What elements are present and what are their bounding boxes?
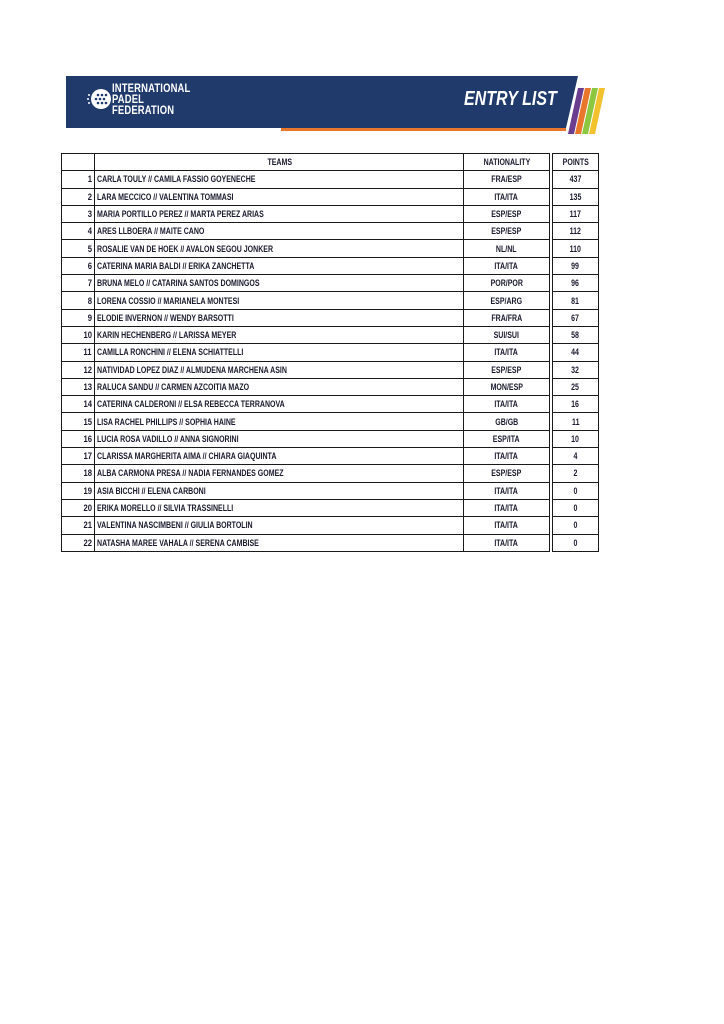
- row-number: 9: [62, 309, 95, 326]
- table-row: [62, 430, 599, 447]
- row-number: 4: [62, 223, 95, 240]
- table-row: [62, 292, 599, 309]
- nationality: ITA/ITA: [464, 534, 550, 551]
- team-names: LISA RACHEL PHILLIPS // SOPHIA HAINE: [95, 413, 464, 430]
- nationality: ESP/ESP: [464, 465, 550, 482]
- team-names: LARA MECCICO // VALENTINA TOMMASI: [95, 188, 464, 205]
- points: 117: [553, 205, 599, 222]
- points: 2: [553, 465, 599, 482]
- team-names: ROSALIE VAN DE HOEK // AVALON SEGOU JONKER: [95, 240, 464, 257]
- table-row: [62, 326, 599, 343]
- row-number: 7: [62, 275, 95, 292]
- table-row: [62, 448, 599, 465]
- nationality: ESP/ARG: [464, 292, 550, 309]
- header-banner: [66, 66, 608, 140]
- points: 32: [553, 361, 599, 378]
- row-number: 15: [62, 413, 95, 430]
- table-header-row: [62, 154, 599, 171]
- points: 58: [553, 326, 599, 343]
- table-row: [62, 517, 599, 534]
- banner-orange-underline: [281, 128, 566, 131]
- table-row: [62, 275, 599, 292]
- points: 112: [553, 223, 599, 240]
- row-number: 10: [62, 326, 95, 343]
- row-number: 18: [62, 465, 95, 482]
- team-names: NATIVIDAD LOPEZ DIAZ // ALMUDENA MARCHENA ASIN: [95, 361, 464, 378]
- header-points: POINTS: [553, 154, 599, 171]
- row-number: 11: [62, 344, 95, 361]
- team-names: RALUCA SANDU // CARMEN AZCOITIA MAZO: [95, 378, 464, 395]
- nationality: SUI/SUI: [464, 326, 550, 343]
- header-nationality: NATIONALITY: [464, 154, 550, 171]
- nationality: ESP/ESP: [464, 223, 550, 240]
- row-number: 13: [62, 378, 95, 395]
- table-row: [62, 223, 599, 240]
- padel-ball-icon: [86, 84, 112, 114]
- team-names: CLARISSA MARGHERITA AIMA // CHIARA GIAQUINTA: [95, 448, 464, 465]
- table-row: [62, 413, 599, 430]
- table-row: [62, 188, 599, 205]
- row-number: 17: [62, 448, 95, 465]
- team-names: CATERINA MARIA BALDI // ERIKA ZANCHETTA: [95, 257, 464, 274]
- points: 44: [553, 344, 599, 361]
- table-row: [62, 482, 599, 499]
- nationality: ITA/ITA: [464, 257, 550, 274]
- team-names: CATERINA CALDERONI // ELSA REBECCA TERRANOVA: [95, 396, 464, 413]
- nationality: ITA/ITA: [464, 517, 550, 534]
- team-names: CARLA TOULY // CAMILA FASSIO GOYENECHE: [95, 171, 464, 188]
- points: 110: [553, 240, 599, 257]
- nationality: ESP/ITA: [464, 430, 550, 447]
- team-names: ELODIE INVERNON // WENDY BARSOTTI: [95, 309, 464, 326]
- points: 67: [553, 309, 599, 326]
- team-names: ASIA BICCHI // ELENA CARBONI: [95, 482, 464, 499]
- table-row: [62, 309, 599, 326]
- team-names: BRUNA MELO // CATARINA SANTOS DOMINGOS: [95, 275, 464, 292]
- table-row: [62, 499, 599, 516]
- row-number: 19: [62, 482, 95, 499]
- points: 437: [553, 171, 599, 188]
- points: 0: [553, 499, 599, 516]
- logo-line-1: INTERNATIONAL: [112, 83, 191, 95]
- nationality: ITA/ITA: [464, 396, 550, 413]
- team-names: LORENA COSSIO // MARIANELA MONTESI: [95, 292, 464, 309]
- nationality: ESP/ESP: [464, 361, 550, 378]
- nationality: FRA/ESP: [464, 171, 550, 188]
- row-number: 1: [62, 171, 95, 188]
- points: 0: [553, 482, 599, 499]
- points: 135: [553, 188, 599, 205]
- table-row: [62, 534, 599, 551]
- row-number: 16: [62, 430, 95, 447]
- page-title: ENTRY LIST: [464, 88, 557, 110]
- row-number: 3: [62, 205, 95, 222]
- nationality: GB/GB: [464, 413, 550, 430]
- row-number: 21: [62, 517, 95, 534]
- points: 99: [553, 257, 599, 274]
- team-names: NATASHA MAREE VAHALA // SERENA CAMBISE: [95, 534, 464, 551]
- logo-line-2: PADEL: [112, 94, 145, 106]
- team-names: ERIKA MORELLO // SILVIA TRASSINELLI: [95, 499, 464, 516]
- nationality: POR/POR: [464, 275, 550, 292]
- team-names: ALBA CARMONA PRESA // NADIA FERNANDES GOMEZ: [95, 465, 464, 482]
- row-number: 20: [62, 499, 95, 516]
- table-row: [62, 171, 599, 188]
- team-names: LUCIA ROSA VADILLO // ANNA SIGNORINI: [95, 430, 464, 447]
- header-number: [62, 154, 95, 171]
- header-teams: TEAMS: [95, 154, 464, 171]
- nationality: ESP/ESP: [464, 205, 550, 222]
- row-number: 12: [62, 361, 95, 378]
- nationality: NL/NL: [464, 240, 550, 257]
- points: 0: [553, 517, 599, 534]
- points: 25: [553, 378, 599, 395]
- points: 0: [553, 534, 599, 551]
- table-row: [62, 240, 599, 257]
- points: 16: [553, 396, 599, 413]
- nationality: ITA/ITA: [464, 448, 550, 465]
- nationality: ITA/ITA: [464, 499, 550, 516]
- points: 81: [553, 292, 599, 309]
- row-number: 6: [62, 257, 95, 274]
- nationality: FRA/FRA: [464, 309, 550, 326]
- points: 4: [553, 448, 599, 465]
- table-row: [62, 257, 599, 274]
- table-row: [62, 361, 599, 378]
- team-names: VALENTINA NASCIMBENI // GIULIA BORTOLIN: [95, 517, 464, 534]
- nationality: MON/ESP: [464, 378, 550, 395]
- table-row: [62, 205, 599, 222]
- entry-list-table: [61, 153, 599, 552]
- points: 10: [553, 430, 599, 447]
- table-row: [62, 378, 599, 395]
- team-names: KARIN HECHENBERG // LARISSA MEYER: [95, 326, 464, 343]
- nationality: ITA/ITA: [464, 482, 550, 499]
- nationality: ITA/ITA: [464, 344, 550, 361]
- team-names: CAMILLA RONCHINI // ELENA SCHIATTELLI: [95, 344, 464, 361]
- table-row: [62, 344, 599, 361]
- row-number: 5: [62, 240, 95, 257]
- team-names: ARES LLBOERA // MAITE CANO: [95, 223, 464, 240]
- federation-logo-text: [112, 84, 190, 117]
- points: 11: [553, 413, 599, 430]
- points: 96: [553, 275, 599, 292]
- logo-line-3: FEDERATION: [112, 105, 175, 117]
- row-number: 22: [62, 534, 95, 551]
- row-number: 8: [62, 292, 95, 309]
- table-row: [62, 465, 599, 482]
- table-row: [62, 396, 599, 413]
- team-names: MARIA PORTILLO PEREZ // MARTA PEREZ ARIAS: [95, 205, 464, 222]
- row-number: 2: [62, 188, 95, 205]
- row-number: 14: [62, 396, 95, 413]
- nationality: ITA/ITA: [464, 188, 550, 205]
